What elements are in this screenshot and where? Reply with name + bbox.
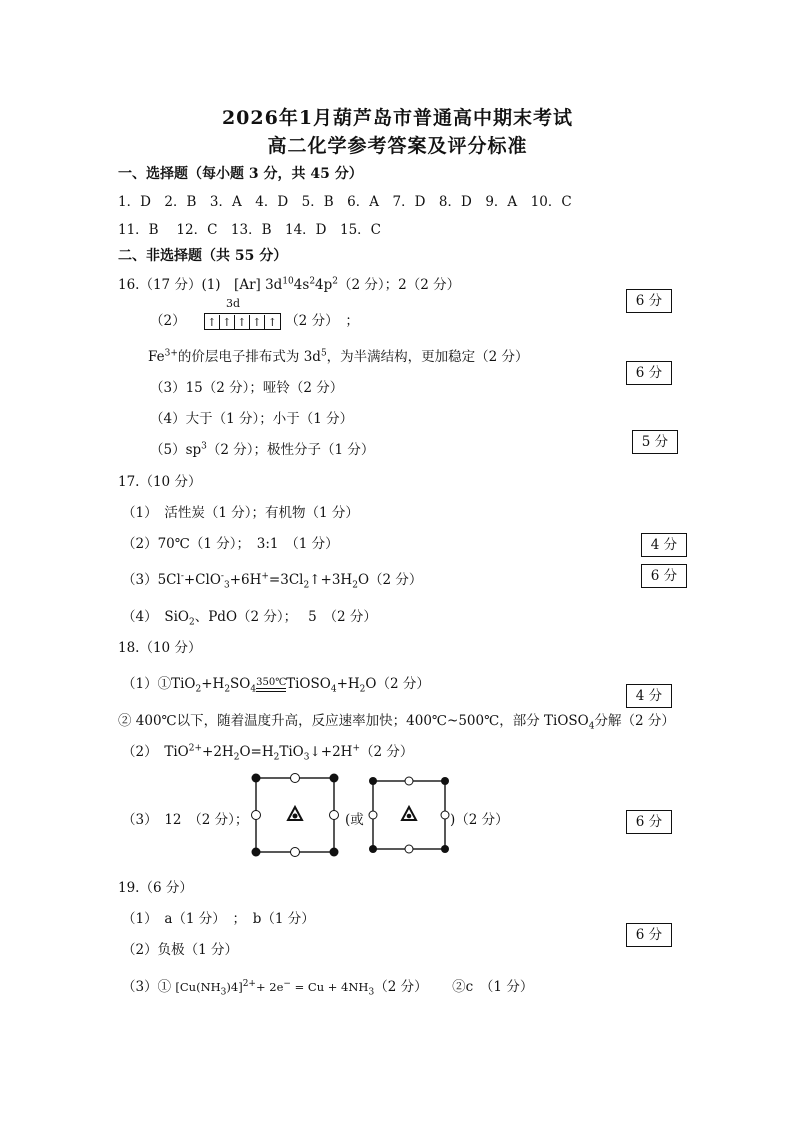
mc-answers-row1: 1．D 2．B 3．A 4．D 5．B 6．A 7．D 8．D 9．A 10．C	[118, 194, 572, 210]
edge-atom	[405, 777, 413, 785]
corner-atom	[369, 845, 377, 853]
q17-line4: （4） SiO$_2$、PdO（2 分）； 5 （2 分）	[122, 609, 377, 628]
corner-atom	[330, 774, 339, 783]
section2-heading: 二、非选择题（共 55 分）	[118, 248, 288, 264]
q16-line3: $Fe^{3+}$的价层电子排布式为 $3d^5$，为半满结构，更加稳定（2 分）	[148, 348, 529, 365]
q18-line1: $(1)①TiO_2+H_2SO_4$ 350℃ $TiOSO_4+H_2O(2$ 分）	[122, 676, 430, 695]
q18-score-box-1: 4 分	[626, 684, 672, 708]
corner-atom	[369, 777, 377, 785]
q17-header: 17.（10 分）	[118, 474, 202, 490]
q16-line5: （4）大于（1 分）；小于（1 分）	[150, 411, 354, 427]
q19-line1: （1） a（1 分） ； b（1 分）	[122, 911, 315, 927]
crystal-cell-diagram-2	[366, 776, 452, 856]
orbital-diagram-3d: ↑ ↑ ↑ ↑ ↑	[204, 313, 281, 330]
edge-atom	[291, 774, 300, 783]
corner-atom	[252, 774, 261, 783]
q18-line3: （2） $TiO^{2+}+2H_2O=H_2TiO_3↓+2H^+(2$ 分）	[122, 743, 414, 763]
corner-atom	[441, 777, 449, 785]
edge-atom	[252, 811, 261, 820]
q18-line4-part1: （3） 12 （2 分）；	[122, 812, 249, 828]
edge-atom	[330, 811, 339, 820]
q18-score-box-2: 6 分	[626, 810, 672, 834]
q17-score-box-1: 4 分	[641, 533, 687, 557]
q17-line1: （1） 活性炭（1 分）；有机物（1 分）	[122, 505, 359, 521]
q19-header: 19.（6 分）	[118, 880, 193, 896]
corner-atom	[252, 848, 261, 857]
q18-line2: ② 400℃以下，随着温度升高，反应速率加快；400℃~500℃，部分 TiOSO$_4$分解（2 分）	[118, 713, 675, 732]
cathode-equation: $[Cu(NH_3)4]^{2+}+ 2e^- = Cu + 4NH_3$	[175, 979, 375, 998]
page-title: 2026年1月葫芦岛市普通高中期末考试	[221, 107, 574, 129]
q16-line6: $(5)sp^3(2$ 分）；极性分子（1 分）	[150, 441, 375, 458]
edge-atom	[441, 811, 449, 819]
q17-line2: （2）70℃（1 分）； 3:1 （1 分）	[122, 536, 339, 552]
q16-line1: 16.（17 分）(1) [Ar] $3d^{10}4s^24p^2(2$ 分）；2（2 分）	[118, 276, 461, 293]
orbital-label: 3d	[226, 297, 241, 310]
q16-score-box-1: 6 分	[626, 289, 672, 313]
q17-score-box-2: 6 分	[641, 564, 687, 588]
page-subtitle: 高二化学参考答案及评分标准	[267, 135, 528, 157]
q18-line4-part3: )（2 分）	[450, 812, 509, 828]
corner-atom	[330, 848, 339, 857]
mc-answers-row2: 11．B 12．C 13．B 14．D 15．C	[118, 222, 382, 238]
reaction-condition: 350℃	[256, 678, 286, 692]
center-atom-dot	[293, 814, 298, 819]
q19-line3: （3）① $[Cu(NH_3)4]^{2+}+ 2e^- = Cu + 4NH_3(2$ 分） ②c （1 分）	[122, 979, 534, 998]
edge-atom	[291, 848, 300, 857]
q18-line4-part2: (或	[345, 812, 364, 828]
q19-line2: （2）负极（1 分）	[122, 942, 238, 958]
q18-header: 18.（10 分）	[118, 640, 202, 656]
q16-score-box-3: 5 分	[632, 430, 678, 454]
q16-score-box-2: 6 分	[626, 361, 672, 385]
q16-line2: （2） ↑ ↑ ↑ ↑ ↑ （2 分） ；	[150, 313, 359, 329]
center-atom-dot	[407, 814, 412, 819]
crystal-cell-diagram-1	[248, 772, 340, 860]
q16-line4: （3）15（2 分）；哑铃（2 分）	[150, 380, 344, 396]
q19-score-box-1: 6 分	[626, 923, 672, 947]
q17-line3: $(3)5Cl^-+ClO^-_3+6H^+=3Cl_2↑+3H_2O(2$ 分）	[122, 571, 423, 591]
section1-heading: 一、选择题（每小题 3 分，共 45 分）	[118, 166, 363, 182]
corner-atom	[441, 845, 449, 853]
edge-atom	[369, 811, 377, 819]
edge-atom	[405, 845, 413, 853]
